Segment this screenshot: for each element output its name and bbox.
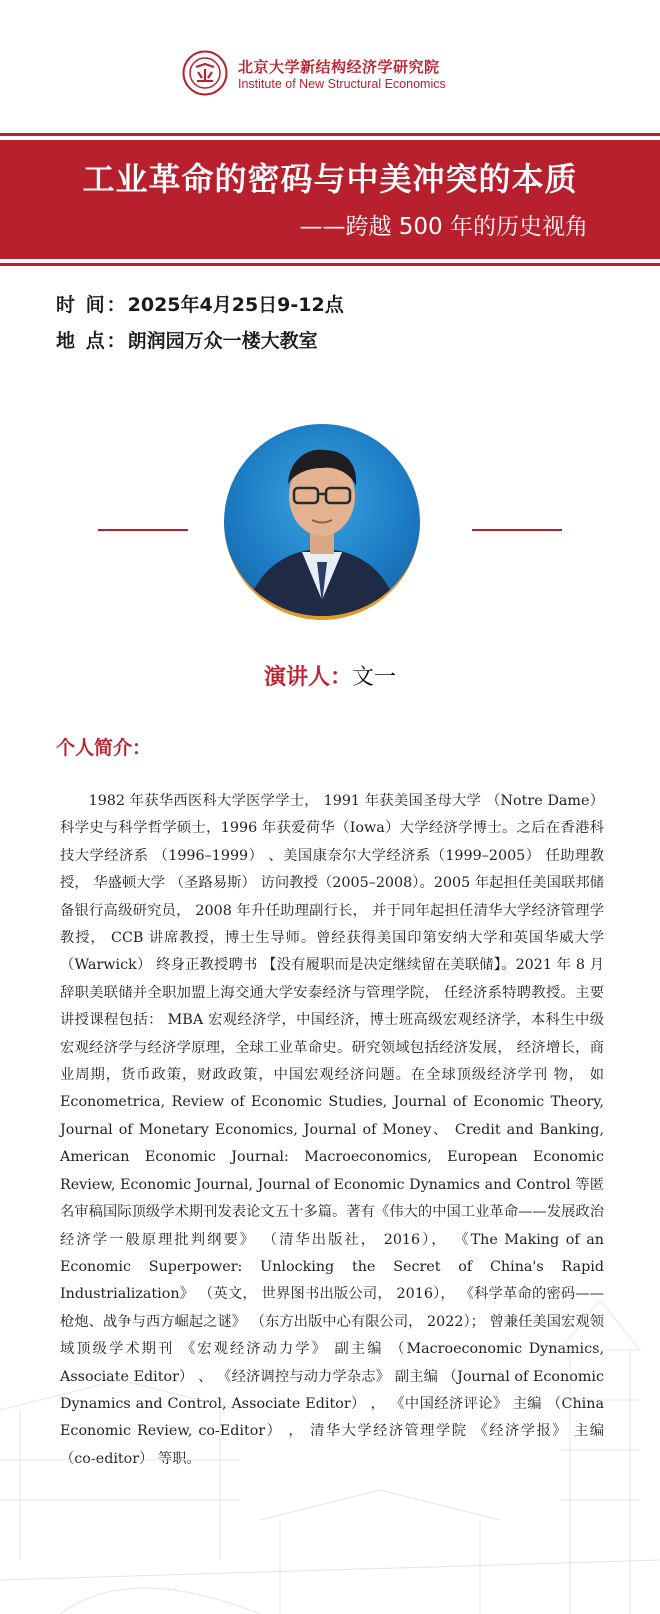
time-value: 2025年4月25日9-12点 bbox=[127, 294, 344, 316]
place-row bbox=[56, 326, 318, 353]
peking-university-seal-icon bbox=[182, 50, 228, 96]
place-value: 朗润园万众一楼大教室 bbox=[127, 330, 318, 352]
speaker-label: 演讲人： bbox=[263, 665, 352, 690]
title-banner bbox=[0, 140, 660, 259]
lecture-title: 工业革命的密码与中美冲突的本质 bbox=[82, 160, 578, 198]
lecture-subtitle: ——跨越 500 年的历史视角 bbox=[299, 214, 588, 240]
speaker-line bbox=[0, 660, 660, 691]
institute-name-en: Institute of New Structural Economics bbox=[238, 77, 446, 91]
campus-architecture-sketch-icon bbox=[0, 1260, 660, 1614]
header bbox=[0, 50, 660, 110]
speaker-portrait bbox=[224, 424, 420, 620]
banner-bottom-rule bbox=[0, 263, 660, 266]
speaker-photo-icon bbox=[224, 424, 420, 620]
left-decorative-line bbox=[98, 529, 188, 531]
banner-top-rule bbox=[0, 133, 660, 136]
place-label: 地 点： bbox=[56, 330, 128, 352]
time-row bbox=[56, 290, 344, 317]
bio-text: 1982 年获华西医科大学医学学士， 1991 年获美国圣母大学 （Notre Dame）科学史与科学哲学硕士，1996 年获爱荷华（Iowa）大学经济学博士。之后在香港科技大学经济系 （1996–1999） 、美国康奈尔大学经济系（1999–2005） 任助理教授， 华盛顿大学 （圣路易斯） 访问教授（2005–2008）。2005 年起担任美国联邦储备银行高级研究员， 2008 年升任助理副行长， 并于同年起担任清华大学经济管理学教授， CCB 讲席教授，博士生导师。曾经获得美国印第安纳大学和英国华威大学 （Warwick） 终身正教授聘书 【没有履职而是决定继续留在美联储】。2021 年 8 月辞职美联储并全职加盟上海交通大学安泰经济与管理学院， 任经济系特聘教授。主要讲授课程包括： MBA 宏观经济学，中国经济，博士班高级宏观经济学，本科生中级宏观经济学与经济学原理，全球工业革命史。研究领域包括经济发展， 经济增长，商业周期，货币政策，财政政策，中国宏观经济问题。在全球顶级经济学刊 物， 如 Econometrica, Review of Economic Studies, Journal of Economic Theory, Journal of Monetary Economics, Journal of Money、 Credit and Banking, American Economic Journal: Macroeconomics, European Economic Review, Economic Journal, Journal of Economic Dynamics and Control 等匿名审稿国际顶级学术期刊发表论文五十多篇。著有《伟大的中国工业革命——发展政治经济学一般原理批判纲要》 （清华出版社， 2016）， 《The Making of an Economic Superpower: Unlocking the Secret of China's Rapid Industrialization》 （英文， 世界图书出版公司， 2016）， 《科学革命的密码——枪炮、战争与西方崛起之谜》 （东方出版中心有限公司， 2022）； 曾兼任美国宏观领域顶级学术期刊 《宏观经济动力学》 副主编 （Macroeconomic Dynamics, Associate Editor） 、 《经济调控与动力学杂志》 副主编 （Journal of Economic Dynamics and Control, Associate Editor） ， 《中国经济评论》 主编 （China Economic Review, co-Editor） ， 清华大学经济管理学院 《经济学报》 主编 （co-editor） 等职。 bbox=[60, 793, 604, 1467]
bio-heading: 个人简介： bbox=[56, 737, 152, 759]
speaker-name: 文一 bbox=[352, 665, 397, 690]
time-label: 时 间： bbox=[56, 294, 128, 316]
right-decorative-line bbox=[472, 529, 562, 531]
institute-name-cn: 北京大学新结构经济学研究院 bbox=[238, 58, 440, 76]
